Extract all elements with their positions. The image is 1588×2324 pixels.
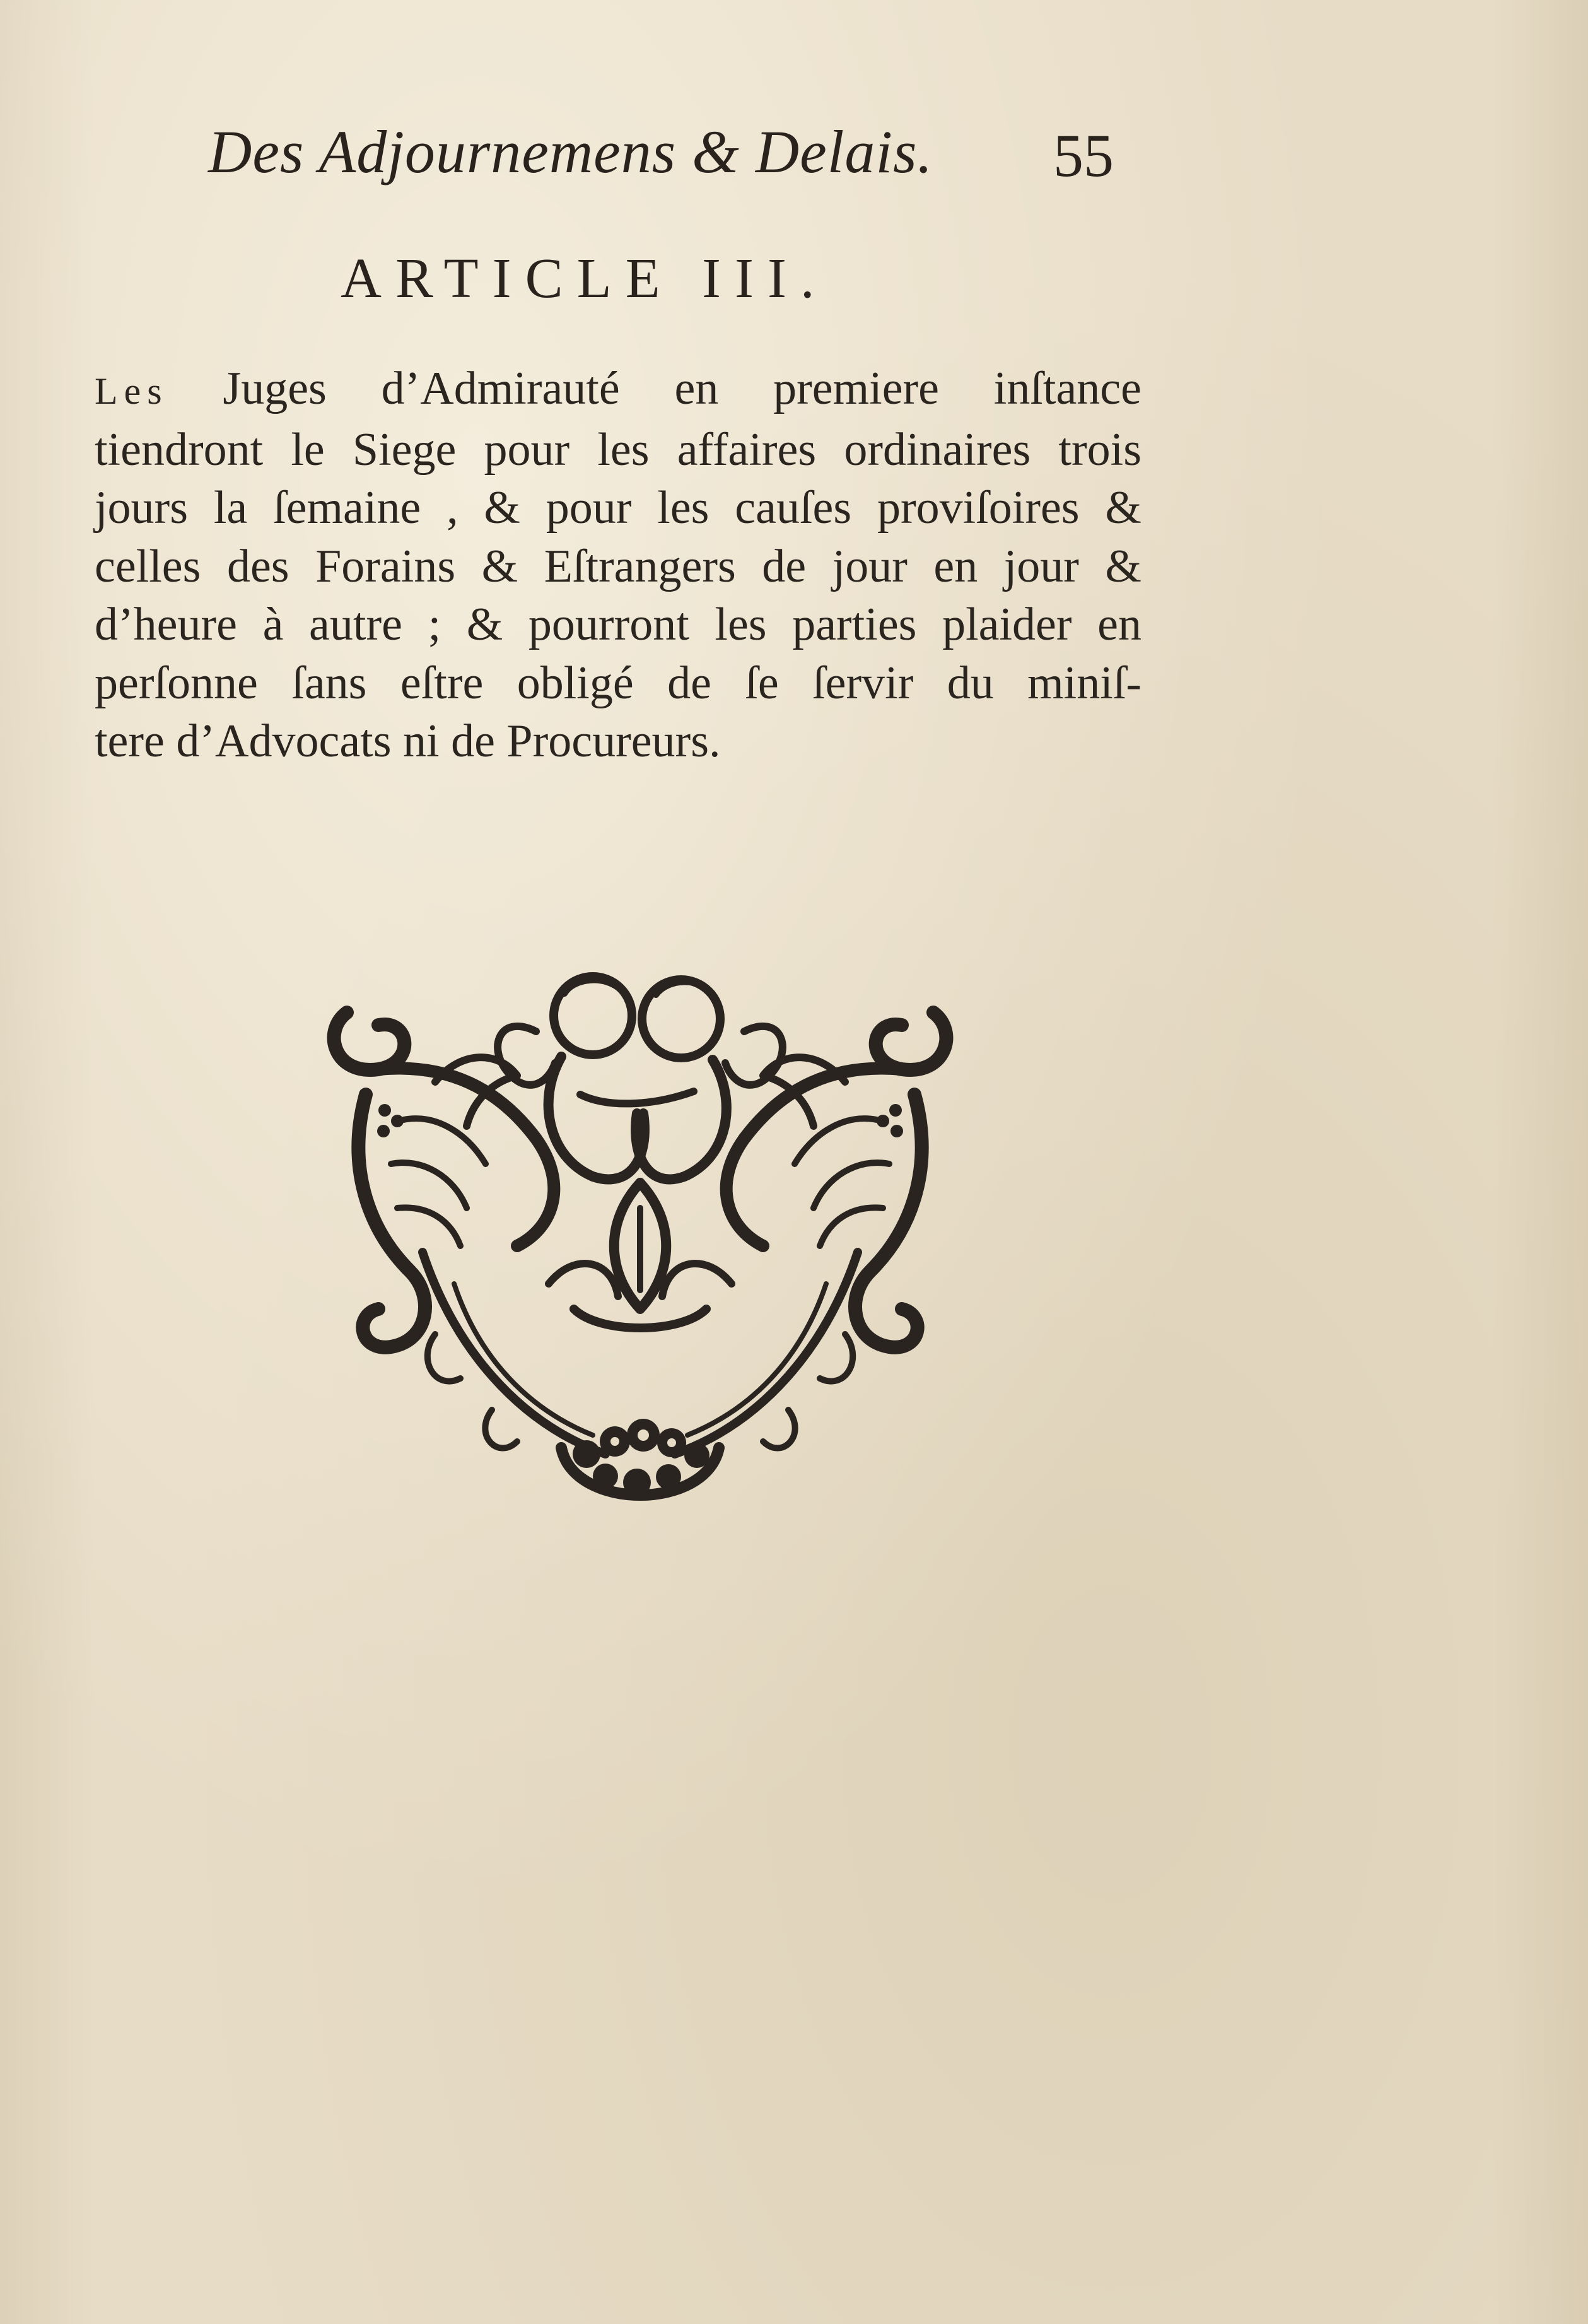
article-line: perſonne ſans eſtre obligé de ſe ſervir du miniſ- <box>95 657 1141 709</box>
cherub-ornament-icon <box>309 956 971 1536</box>
lead-caps: Les <box>95 370 168 412</box>
article-line: tiendront le Siege pour les affaires ordinaires trois <box>95 423 1141 476</box>
article-line: jours la ſemaine , & pour les cauſes proviſoires & <box>95 482 1141 534</box>
article-line: celles des Forains & Eſtrangers de jour en jour & <box>95 540 1141 592</box>
article-line: d’heure à autre ; & pourront les parties plaider en <box>95 599 1141 650</box>
article-heading: ARTICLE III. <box>341 247 829 310</box>
ornament-vignette <box>309 956 971 1536</box>
article-line: tere d’Advocats ni de Procureurs. <box>95 715 721 767</box>
page-number: 55 <box>1053 122 1114 189</box>
show-through-text <box>95 770 1167 828</box>
article-line: Les Juges d’Admirauté en premiere inſtance <box>95 363 1141 414</box>
article-body <box>95 360 1141 771</box>
running-head <box>208 117 1154 192</box>
running-title: Des Adjournemens & Delais. <box>208 118 933 185</box>
